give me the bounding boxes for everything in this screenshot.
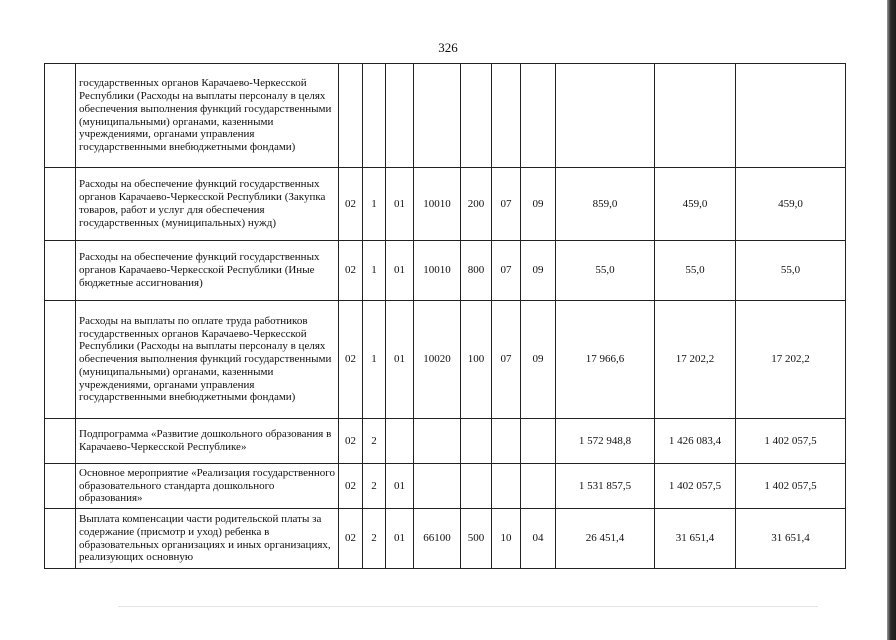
amount-cell: 1 531 857,5 [556, 464, 655, 509]
code-cell [386, 64, 414, 168]
code-cell [492, 64, 521, 168]
code-cell: 09 [521, 301, 556, 419]
code-cell: 800 [461, 241, 492, 301]
amount-cell: 17 966,6 [556, 301, 655, 419]
code-cell [461, 64, 492, 168]
code-cell: 01 [386, 168, 414, 241]
empty-cell [45, 168, 76, 241]
code-cell: 100 [461, 301, 492, 419]
amount-cell: 17 202,2 [736, 301, 846, 419]
code-cell: 1 [363, 168, 386, 241]
scan-edge-shadow [887, 0, 896, 640]
code-cell [521, 464, 556, 509]
code-cell: 07 [492, 301, 521, 419]
amount-cell: 459,0 [736, 168, 846, 241]
table-row [45, 301, 846, 419]
code-cell: 10020 [414, 301, 461, 419]
code-cell: 01 [386, 509, 414, 569]
code-cell: 07 [492, 168, 521, 241]
page-number: 326 [438, 40, 458, 55]
code-cell [521, 64, 556, 168]
table-row [45, 241, 846, 301]
code-cell [492, 419, 521, 464]
amount-cell: 459,0 [655, 168, 736, 241]
row-description: Выплата компенсации части родительской платы за содержание (присмотр и уход) ребенка в образовательных организациях и иных организациях, реализующих основную [76, 509, 339, 569]
code-cell: 200 [461, 168, 492, 241]
empty-cell [45, 464, 76, 509]
amount-cell: 31 651,4 [736, 509, 846, 569]
scan-artifact-line [118, 606, 818, 607]
code-cell [461, 419, 492, 464]
code-cell [461, 464, 492, 509]
code-cell [386, 419, 414, 464]
empty-cell [45, 241, 76, 301]
row-description: государственных органов Карачаево-Черкесской Республики (Расходы на выплаты персоналу в целях обеспечения выполнения функций государственными (муниципальными) органами, казенными учреждениями, органами управления государственными внебюджетными фондами) [76, 64, 339, 168]
code-cell: 09 [521, 168, 556, 241]
amount-cell: 1 572 948,8 [556, 419, 655, 464]
table-row [45, 464, 846, 509]
code-cell: 04 [521, 509, 556, 569]
amount-cell [655, 64, 736, 168]
code-cell [363, 64, 386, 168]
code-cell: 01 [386, 464, 414, 509]
empty-cell [45, 64, 76, 168]
table-row [45, 64, 846, 168]
code-cell: 07 [492, 241, 521, 301]
code-cell [414, 64, 461, 168]
amount-cell [556, 64, 655, 168]
row-description: Расходы на обеспечение функций государственных органов Карачаево-Черкесской Республики (Закупка товаров, работ и услуг для обеспечения государственных (муниципальных) нужд) [76, 168, 339, 241]
code-cell: 02 [339, 464, 363, 509]
amount-cell: 1 426 083,4 [655, 419, 736, 464]
amount-cell: 31 651,4 [655, 509, 736, 569]
code-cell: 500 [461, 509, 492, 569]
row-description: Расходы на обеспечение функций государственных органов Карачаево-Черкесской Республики (Иные бюджетные ассигнования) [76, 241, 339, 301]
row-description: Подпрограмма «Развитие дошкольного образования в Карачаево-Черкесской Республике» [76, 419, 339, 464]
amount-cell: 55,0 [655, 241, 736, 301]
code-cell: 01 [386, 241, 414, 301]
empty-cell [45, 301, 76, 419]
amount-cell: 55,0 [736, 241, 846, 301]
amount-cell: 859,0 [556, 168, 655, 241]
code-cell: 1 [363, 301, 386, 419]
amount-cell: 55,0 [556, 241, 655, 301]
table-row [45, 509, 846, 569]
code-cell: 1 [363, 241, 386, 301]
code-cell: 2 [363, 419, 386, 464]
budget-table [44, 63, 846, 569]
row-description: Основное мероприятие «Реализация государственного образовательного стандарта дошкольного образования» [76, 464, 339, 509]
table-row [45, 419, 846, 464]
code-cell: 02 [339, 301, 363, 419]
code-cell: 66100 [414, 509, 461, 569]
code-cell [414, 419, 461, 464]
code-cell: 02 [339, 509, 363, 569]
amount-cell [736, 64, 846, 168]
code-cell [492, 464, 521, 509]
amount-cell: 17 202,2 [655, 301, 736, 419]
code-cell: 09 [521, 241, 556, 301]
amount-cell: 26 451,4 [556, 509, 655, 569]
amount-cell: 1 402 057,5 [655, 464, 736, 509]
amount-cell: 1 402 057,5 [736, 419, 846, 464]
code-cell: 02 [339, 241, 363, 301]
empty-cell [45, 509, 76, 569]
code-cell: 10010 [414, 241, 461, 301]
amount-cell: 1 402 057,5 [736, 464, 846, 509]
code-cell: 2 [363, 464, 386, 509]
code-cell: 2 [363, 509, 386, 569]
code-cell: 02 [339, 419, 363, 464]
row-description: Расходы на выплаты по оплате труда работников государственных органов Карачаево-Черкесской Республики (Расходы на выплаты персоналу в целях обеспечения выполнения функций государственными (муниципальными) органами, казенными учреждениями, органами управления государственными внебюджетными фондами) [76, 301, 339, 419]
code-cell [414, 464, 461, 509]
code-cell: 02 [339, 168, 363, 241]
empty-cell [45, 419, 76, 464]
code-cell [339, 64, 363, 168]
code-cell: 01 [386, 301, 414, 419]
code-cell: 10 [492, 509, 521, 569]
code-cell [521, 419, 556, 464]
code-cell: 10010 [414, 168, 461, 241]
table-row [45, 168, 846, 241]
